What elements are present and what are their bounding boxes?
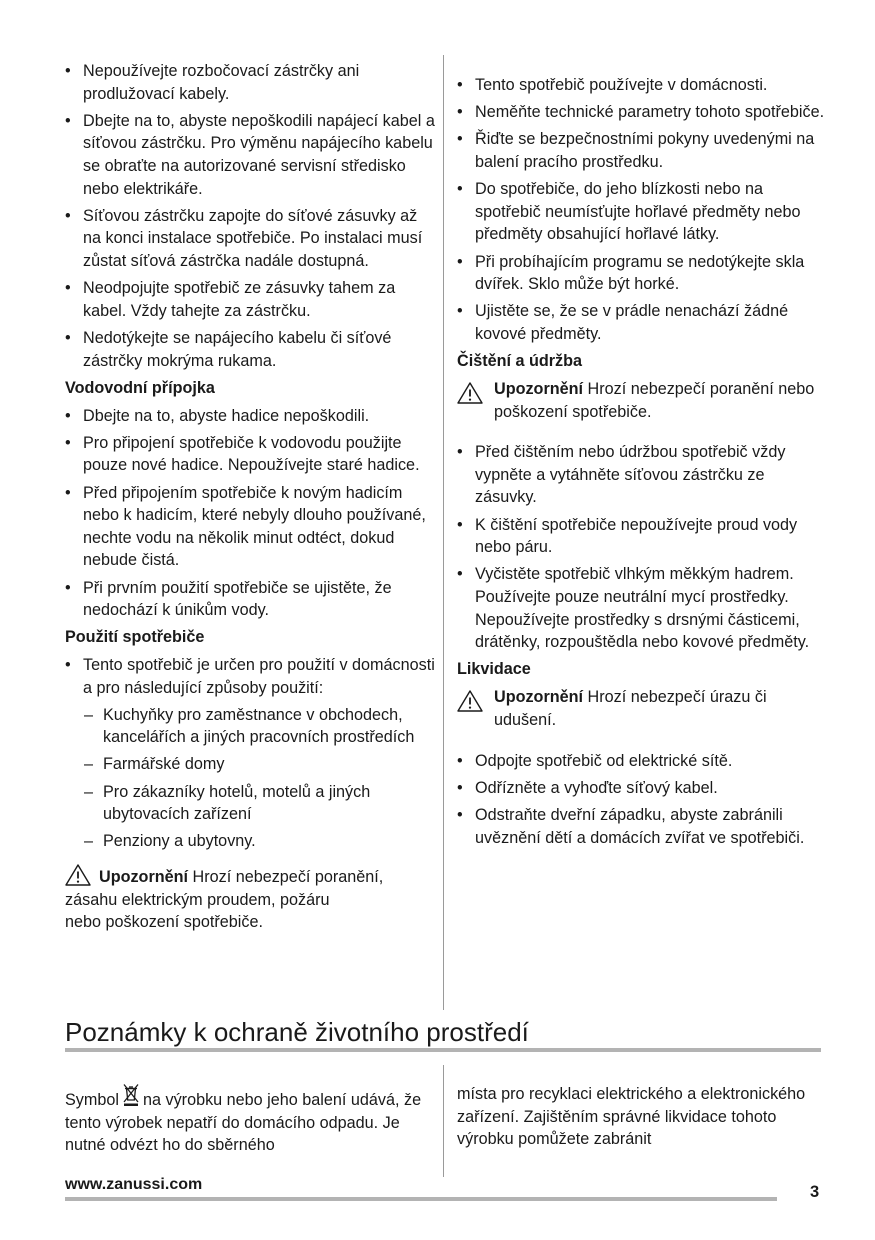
crossed-bin-icon [122, 1083, 140, 1107]
warning-label: Upozornění [99, 867, 189, 886]
column-divider-top [443, 55, 444, 1010]
list-item: • Vyčistěte spotřebič vlhkým měkkým hadrem. Používejte pouze neutrální mycí prostředky. Nepoužívejte prostředky s drsnými částicemi, drátěnky, rozpouštědla nebo kovové předměty. [457, 563, 825, 653]
use-warning [65, 863, 435, 934]
appliance-use-heading: Použití spotřebiče [65, 628, 205, 647]
cleaning-list [457, 441, 825, 654]
use-sublist [83, 704, 435, 853]
left-column [65, 60, 435, 944]
power-safety-list [65, 60, 435, 372]
warning-text-cont: nebo poškození spotřebiče. [65, 913, 263, 932]
disposal-warning [457, 686, 825, 731]
list-item: • Odřízněte a vyhoďte síťový kabel. [457, 777, 825, 800]
warning-triangle-icon [65, 863, 91, 887]
cleaning-heading: Čištění a údržba [457, 352, 583, 371]
footer-divider [65, 1197, 777, 1201]
water-connection-heading: Vodovodní přípojka [65, 378, 215, 397]
list-item: • Tento spotřebič používejte v domácnosti. [457, 74, 825, 97]
sublist-item: – Kuchyňky pro zaměstnance v obchodech, kancelářích a jiných pracovních prostředích [83, 704, 435, 749]
section-divider [65, 1048, 821, 1052]
list-item: • Nepoužívejte rozbočovací zástrčky ani prodlužovací kabely. [65, 60, 435, 105]
right-column [457, 74, 825, 854]
sublist-item: – Pro zákazníky hotelů, motelů a jiných ubytovacích zařízení [83, 781, 435, 826]
page-number: 3 [810, 1183, 820, 1201]
household-use-list [457, 74, 825, 346]
appliance-use-list [65, 654, 435, 853]
warning-label: Upozornění [494, 688, 584, 707]
warning-text: Hrozí nebezpečí poranění nebo poškození spotřebiče. [494, 380, 815, 421]
list-item: • Odstraňte dveřní západku, abyste zabránili uvěznění dětí a domácích zvířat ve spotřebiči. [457, 804, 825, 849]
environment-text-left [65, 1083, 437, 1157]
use-warning-first-lines [65, 863, 435, 911]
list-item: • Neodpojujte spotřebič ze zásuvky tahem za kabel. Vždy tahejte za zástrčku. [65, 277, 435, 322]
list-item: • Dbejte na to, abyste nepoškodili napájecí kabel a síťovou zástrčku. Pro výměnu napájecího kabelu se obraťte na autorizované servisní středisko nebo elektrikáře. [65, 110, 435, 200]
symbol-text: na výrobku nebo jeho balení udává, že tento výrobek nepatří do domácího odpadu. Je nutné odvézt ho do sběrného [65, 1091, 422, 1155]
list-item [65, 654, 435, 853]
list-item: • Pro připojení spotřebiče k vodovodu použijte pouze nové hadice. Nepoužívejte staré hadice. [65, 432, 435, 477]
list-item: • Před čištěním nebo údržbou spotřebič vždy vypněte a vytáhněte síťovou zástrčku ze zásuvky. [457, 441, 825, 509]
list-item: • Ujistěte se, že se v prádle nenachází žádné kovové předměty. [457, 300, 825, 345]
list-item: • Při prvním použití spotřebiče se ujistěte, že nedochází k únikům vody. [65, 577, 435, 622]
list-item: • Neměňte technické parametry tohoto spotřebiče. [457, 101, 825, 124]
sublist-item: – Farmářské domy [83, 753, 435, 776]
water-connection-list [65, 405, 435, 622]
list-item: • Síťovou zástrčku zapojte do síťové zásuvky až na konci instalace spotřebiče. Po instalaci musí zůstat síťová zástrčka nadále dostupná. [65, 205, 435, 273]
disposal-list [457, 750, 825, 850]
symbol-prefix: Symbol [65, 1091, 119, 1109]
list-item: • Odpojte spotřebič od elektrické sítě. [457, 750, 825, 773]
environment-section-title: Poznámky k ochraně životního prostředí [65, 1017, 529, 1047]
list-item: • Před připojením spotřebiče k novým hadicím nebo k hadicím, které nebyly dlouho používané, nechte vodu na několik minut odtéct, dokud nebude čistá. [65, 482, 435, 572]
list-item: • Nedotýkejte se napájecího kabelu či síťové zástrčky mokrýma rukama. [65, 327, 435, 372]
warning-triangle-icon [457, 689, 483, 713]
list-item: • Při probíhajícím programu se nedotýkejte skla dvířek. Sklo může být horké. [457, 251, 825, 296]
use-item-text: Tento spotřebič je určen pro použití v domácnosti a pro následující způsoby použití: [83, 656, 435, 697]
column-divider-bottom [443, 1065, 444, 1177]
list-item: • Dbejte na to, abyste hadice nepoškodili. [65, 405, 435, 428]
list-item: • K čištění spotřebiče nepoužívejte proud vody nebo páru. [457, 514, 825, 559]
footer-url: www.zanussi.com [65, 1176, 203, 1193]
cleaning-warning [457, 378, 825, 423]
warning-text: Hrozí nebezpečí poranění, zásahu elektrickým proudem, požáru [65, 867, 384, 909]
list-item: • Řiďte se bezpečnostními pokyny uvedenými na balení pracího prostředku. [457, 128, 825, 173]
sublist-item: – Penziony a ubytovny. [83, 830, 435, 853]
disposal-heading: Likvidace [457, 660, 531, 679]
warning-label: Upozornění [494, 380, 584, 399]
warning-text: Hrozí nebezpečí úrazu či udušení. [494, 688, 767, 729]
list-item: • Do spotřebiče, do jeho blízkosti nebo na spotřebič neumísťujte hořlavé předměty nebo předměty obsahující hořlavé látky. [457, 178, 825, 246]
warning-triangle-icon [457, 381, 483, 405]
environment-text-right: místa pro recyklaci elektrického a elektronického zařízení. Zajištěním správné likvidace tohoto výrobku pomůžete zabránit [457, 1085, 806, 1149]
